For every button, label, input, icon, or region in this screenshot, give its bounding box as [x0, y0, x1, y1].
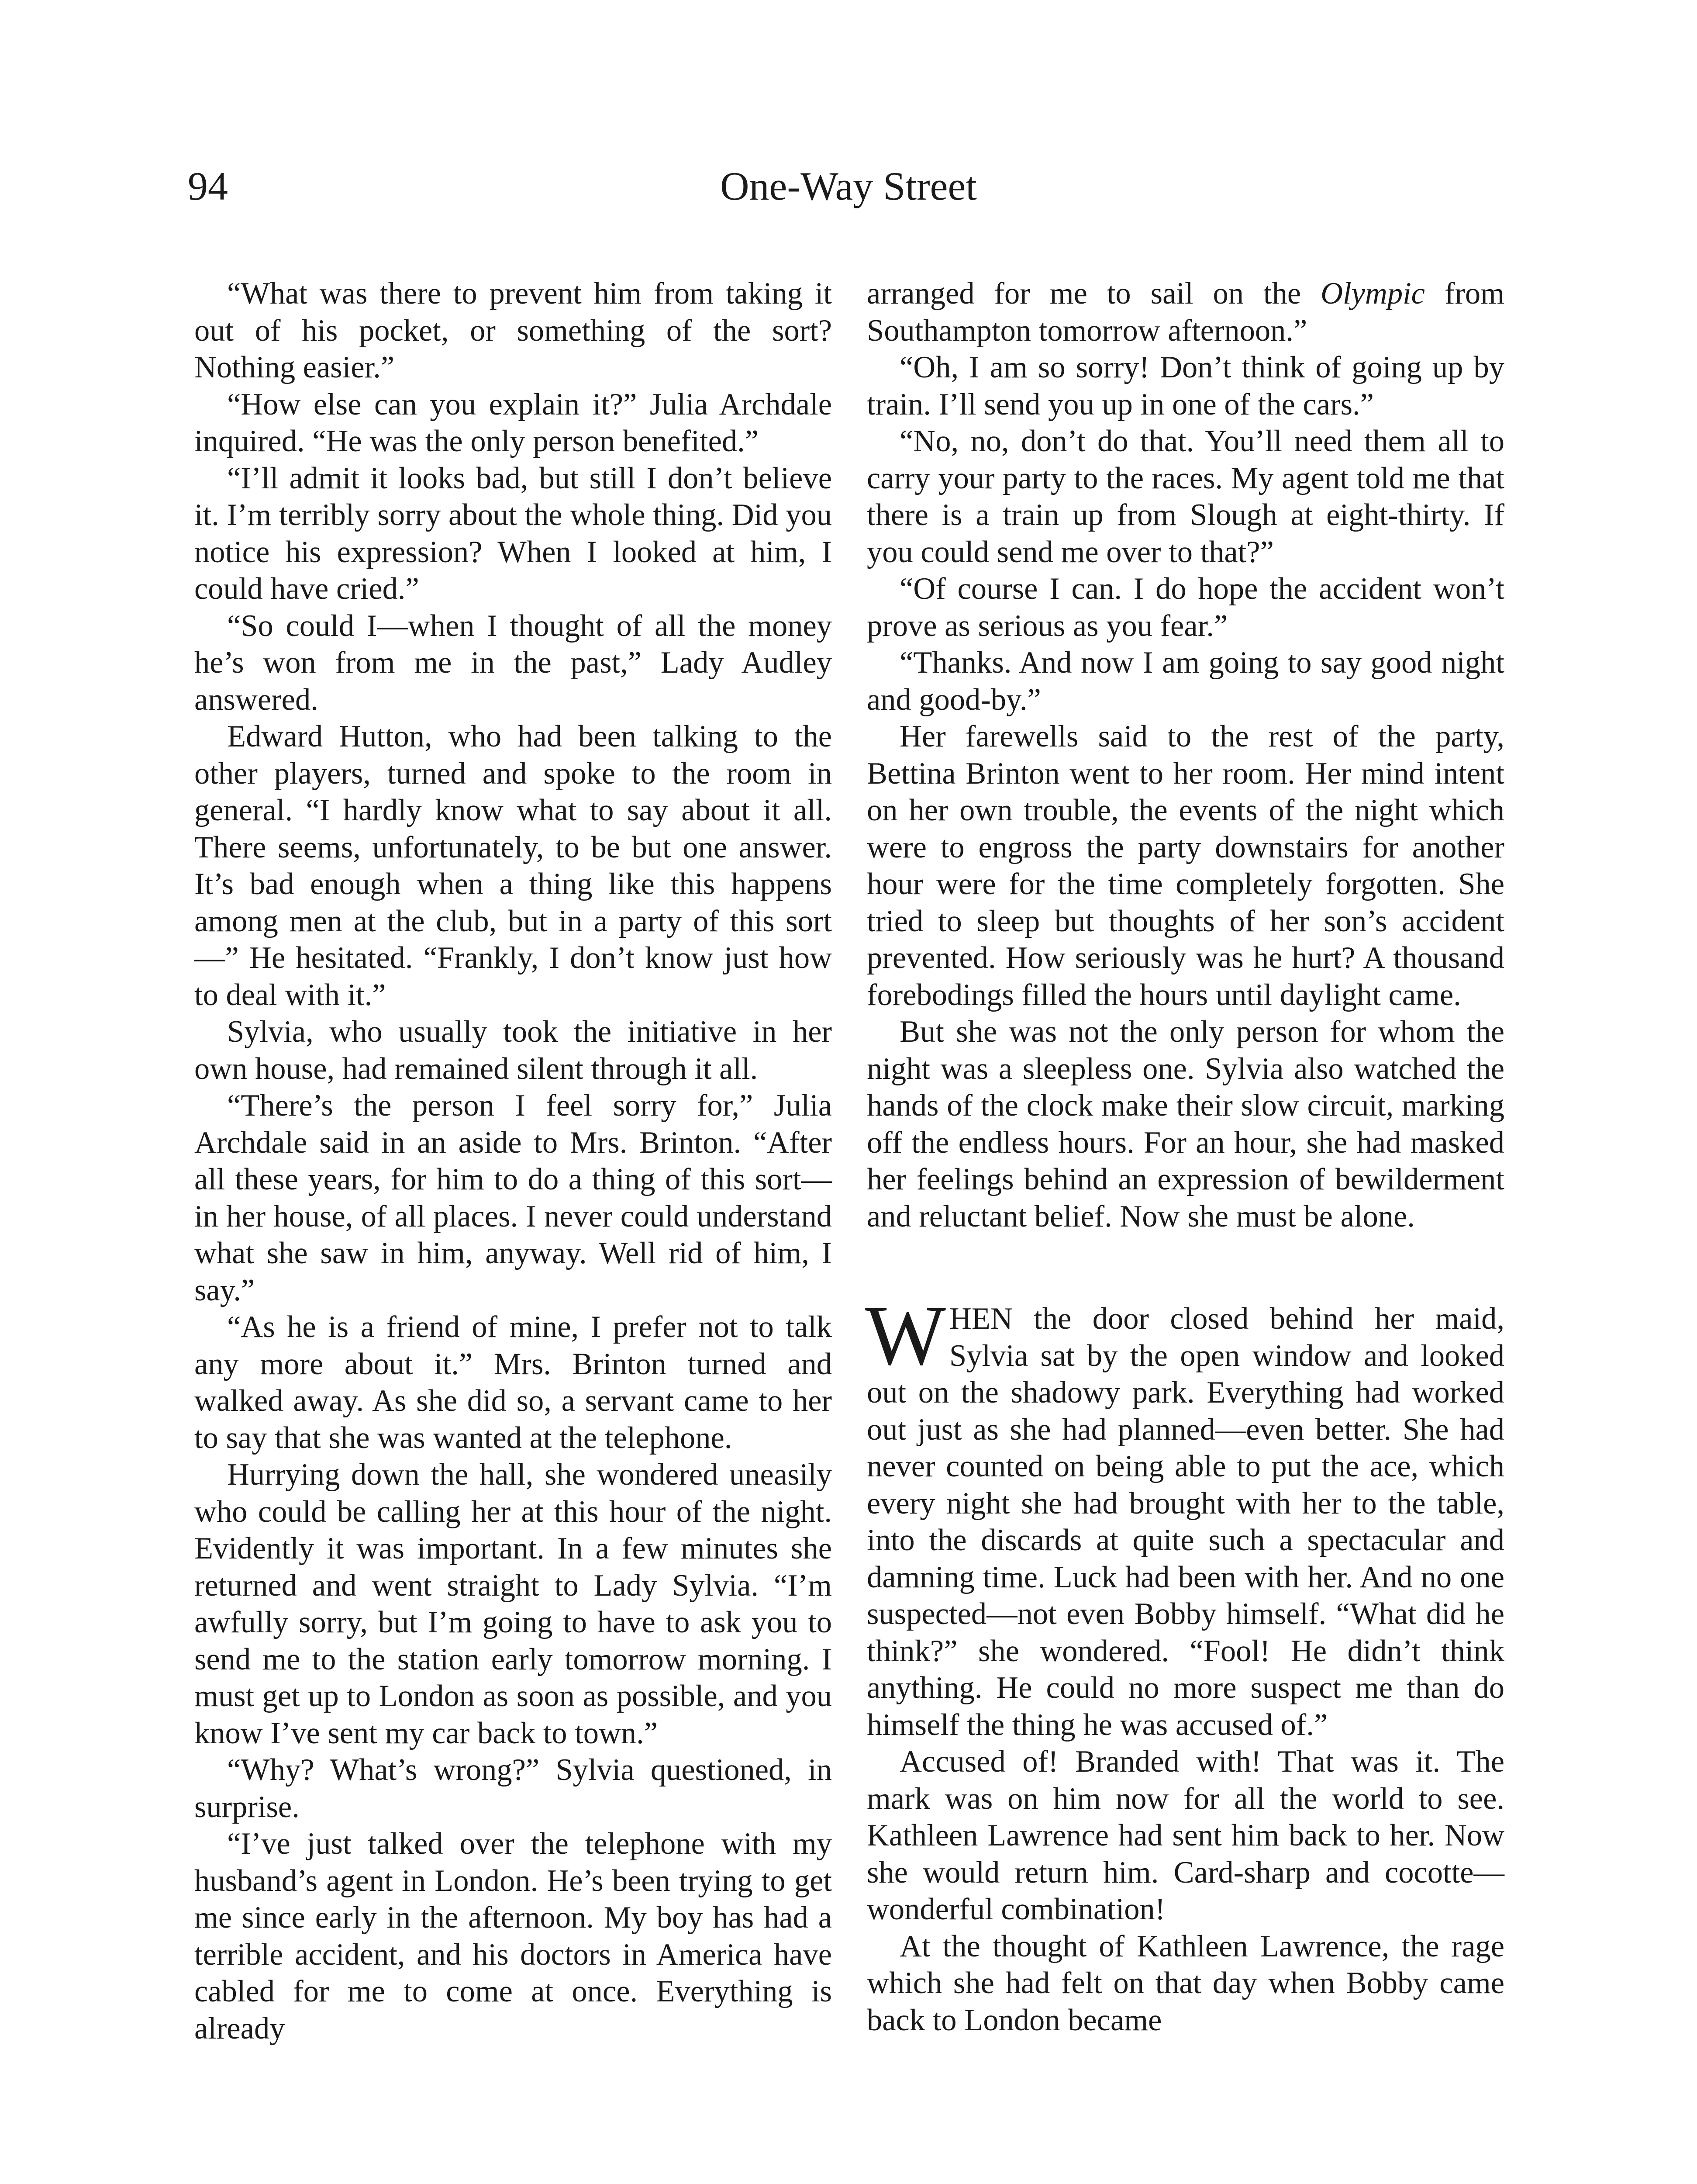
paragraph: Accused of! Branded with! That was it. The mark was on him now for all the world to see. Kathleen Lawrence had sent him back to her. Now she would return him. Card-sharp and cocotte—wonderful combination!: [867, 1745, 1504, 1926]
section-opening-paragraph: [865, 1288, 1504, 1743]
page-number: 94: [188, 164, 228, 208]
left-column: [194, 275, 832, 2047]
paragraph: “There’s the person I feel sorry for,” Julia Archdale said in an aside to Mrs. Brinton. “After all these years, for him to do a thing of this sort—in her house, of all places. I never could understand what she saw in him, anyway. Well rid of him, I say.”: [194, 1089, 832, 1307]
continuation-text: arranged for me to sail on the: [867, 276, 1321, 311]
continuation-text-end: from Southampton tomorrow afternoon.”: [867, 276, 1505, 348]
paragraph: Edward Hutton, who had been talking to the other players, turned and spoke to the room in general. “I hardly know what to say about it all. There seems, unfortunately, to be but one answer. It’s bad enough when a thing like this happens among men at the club, but in a party of this sort—” He hesitated. “Frankly, I don’t know just how to deal with it.”: [194, 719, 832, 1012]
paragraph: “I’ve just talked over the telephone with my husband’s agent in London. He’s been trying to get me since early in the afternoon. My boy has had a terrible accident, and his doctors in America have cabled for me to come at once. Everything is already: [194, 1827, 832, 2046]
paragraph: “As he is a friend of mine, I prefer not to talk any more about it.” Mrs. Brinton turned and walked away. As she did so, a servant came to her to say that she was wanted at the telephone.: [194, 1310, 832, 1455]
paragraph: Sylvia, who usually took the initiative in her own house, had remained silent through it all.: [194, 1015, 832, 1086]
paragraph: “How else can you explain it?” Julia Archdale inquired. “He was the only person benefited.”: [194, 387, 832, 458]
right-column: [867, 275, 1504, 2039]
paragraph: “So could I—when I thought of all the money he’s won from me in the past,” Lady Audley answered.: [194, 608, 832, 717]
paragraph: Hurrying down the hall, she wondered uneasily who could be calling her at this hour of the night. Evidently it was important. In a few minutes she returned and went straight to Lady Sylvia. “I’m awfully sorry, but I’m going to have to ask you to send me to the station early tomorrow morning. I must get up to London as soon as possible, and you know I’ve sent my car back to town.”: [194, 1458, 832, 1750]
continued-paragraph: [867, 275, 1504, 349]
paragraph: “No, no, don’t do that. You’ll need them all to carry your party to the races. My agent told me that there is a train up from Slough at eight-thirty. If you could send me over to that?”: [867, 424, 1504, 569]
paragraph: “Why? What’s wrong?” Sylvia questioned, in surprise.: [194, 1753, 832, 1824]
paragraph: “Oh, I am so sorry! Don’t think of going up by train. I’ll send you up in one of the cars.”: [867, 350, 1504, 422]
paragraph-text: HEN the door closed behind her maid, Sylvia sat by the open window and looked out on the shadowy park. Everything had worked out just as she had planned—even better. She had never counted on being able to put the ace, which every night she had brought with her to the table, into the discards at quite such a spectacular and damning time. Luck had been with her. And no one suspected—not even Bobby himself. “What did he think?” she wondered. “Fool! He didn’t think anything. He could no more suspect me than do himself the thing he was accused of.”: [867, 1302, 1504, 1742]
section-break: [867, 1235, 1504, 1300]
paragraph: “What was there to prevent him from taking it out of his pocket, or something of the sort? Nothing easier.”: [194, 276, 832, 384]
paragraph: “I’ll admit it looks bad, but still I don’t believe it. I’m terribly sorry about the whole thing. Did you notice his expression? When I looked at him, I could have cried.”: [194, 461, 832, 606]
paragraph: “Thanks. And now I am going to say good night and good-by.”: [867, 646, 1504, 717]
running-title: One-Way Street: [720, 164, 977, 208]
paragraph: But she was not the only person for whom the night was a sleepless one. Sylvia also watched the hands of the clock make their slow circuit, marking off the endless hours. For an hour, she had masked her feelings behind an expression of bewilderment and reluctant belief. Now she must be alone.: [867, 1015, 1504, 1234]
paragraph: “Of course I can. I do hope the accident won’t prove as serious as you fear.”: [867, 572, 1504, 643]
drop-cap: W: [865, 1288, 946, 1383]
paragraph: Her farewells said to the rest of the party, Bettina Brinton went to her room. Her mind intent on her own trouble, the events of the night which were to engross the party downstairs for another hour were for the time completely forgotten. She tried to sleep but thoughts of her son’s accident prevented. How seriously was he hurt? A thousand forebodings filled the hours until daylight came.: [867, 719, 1504, 1012]
ship-name: Olympic: [1321, 276, 1425, 311]
paragraph: At the thought of Kathleen Lawrence, the rage which she had felt on that day when Bobby came back to London became: [867, 1929, 1504, 2037]
